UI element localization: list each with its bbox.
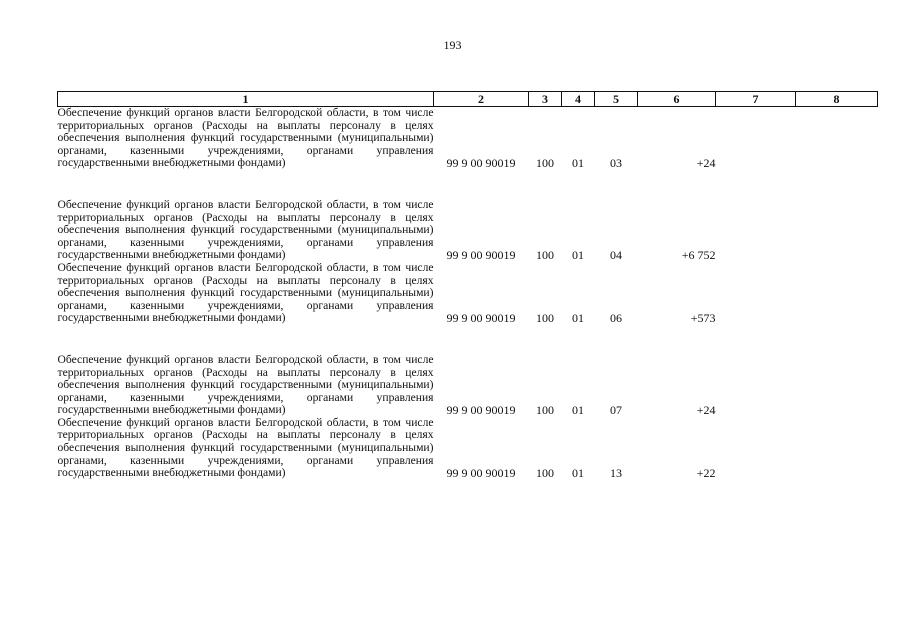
row-expense-type: 100: [536, 403, 554, 418]
header-row: [58, 92, 878, 107]
row-col-7: [716, 199, 796, 262]
row-section: 01: [572, 403, 584, 418]
row-target-code: 99 9 00 90019: [446, 311, 516, 326]
row-description: Обеспечение функций органов власти Белгородской области, в том числе территориальных органов (Расходы на выплаты персоналу в целях обеспечения выполнения функций государственными (муниципальными) органами, казенными учреждениями, органами управления государственными внебюджетными фондами): [57, 106, 434, 170]
header-col-2: 2: [434, 92, 529, 107]
row-col-7: [716, 354, 796, 417]
row-amount: +24: [696, 403, 716, 418]
row-amount: +6 752: [681, 248, 716, 263]
row-section: 01: [572, 311, 584, 326]
row-subsection: 06: [610, 311, 622, 326]
row-target-code: 99 9 00 90019: [446, 403, 516, 418]
header-col-6: 6: [638, 92, 716, 107]
row-target-code: 99 9 00 90019: [446, 466, 516, 481]
row-target-code: 99 9 00 90019: [446, 248, 516, 263]
row-subsection: 04: [610, 248, 622, 263]
row-col-8: [796, 107, 878, 170]
table-row: [58, 107, 878, 170]
row-spacer: [58, 325, 878, 354]
row-col-7: [716, 417, 796, 480]
header-col-5: 5: [595, 92, 638, 107]
table-row: [58, 417, 878, 480]
row-col-8: [796, 199, 878, 262]
row-description: Обеспечение функций органов власти Белгородской области, в том числе территориальных органов (Расходы на выплаты персоналу в целях обеспечения выполнения функций государственными (муниципальными) органами, казенными учреждениями, органами управления государственными внебюджетными фондами): [57, 415, 434, 480]
row-section: 01: [572, 248, 584, 263]
row-expense-type: 100: [536, 248, 554, 263]
row-subsection: 07: [610, 403, 622, 418]
header-col-7: 7: [716, 92, 796, 107]
row-spacer: [58, 170, 878, 199]
row-col-8: [796, 262, 878, 325]
row-target-code: 99 9 00 90019: [446, 156, 516, 171]
table-row: [58, 199, 878, 262]
row-section: 01: [572, 156, 584, 171]
row-expense-type: 100: [536, 311, 554, 326]
header-col-3: 3: [529, 92, 562, 107]
header-col-4: 4: [562, 92, 595, 107]
row-subsection: 13: [610, 466, 622, 481]
row-subsection: 03: [610, 156, 622, 171]
row-description: Обеспечение функций органов власти Белгородской области, в том числе территориальных органов (Расходы на выплаты персоналу в целях обеспечения выполнения функций государственными (муниципальными) органами, казенными учреждениями, органами управления государственными внебюджетными фондами): [57, 197, 434, 262]
header-col-1: 1: [58, 92, 434, 107]
row-col-7: [716, 107, 796, 170]
table-row: [58, 354, 878, 417]
row-col-8: [796, 417, 878, 480]
row-expense-type: 100: [536, 466, 554, 481]
budget-table: [57, 91, 878, 480]
row-col-7: [716, 262, 796, 325]
row-description: Обеспечение функций органов власти Белгородской области, в том числе территориальных органов (Расходы на выплаты персоналу в целях обеспечения выполнения функций государственными (муниципальными) органами, казенными учреждениями, органами управления государственными внебюджетными фондами): [57, 260, 434, 325]
row-expense-type: 100: [536, 156, 554, 171]
row-section: 01: [572, 466, 584, 481]
header-col-8: 8: [796, 92, 878, 107]
page-number: 193: [443, 38, 462, 52]
row-description: Обеспечение функций органов власти Белгородской области, в том числе территориальных органов (Расходы на выплаты персоналу в целях обеспечения выполнения функций государственными (муниципальными) органами, казенными учреждениями, органами управления государственными внебюджетными фондами): [57, 352, 434, 417]
row-amount: +22: [696, 466, 716, 481]
table-row: [58, 262, 878, 325]
row-col-8: [796, 354, 878, 417]
row-amount: +24: [696, 156, 716, 171]
row-amount: +573: [690, 311, 716, 326]
